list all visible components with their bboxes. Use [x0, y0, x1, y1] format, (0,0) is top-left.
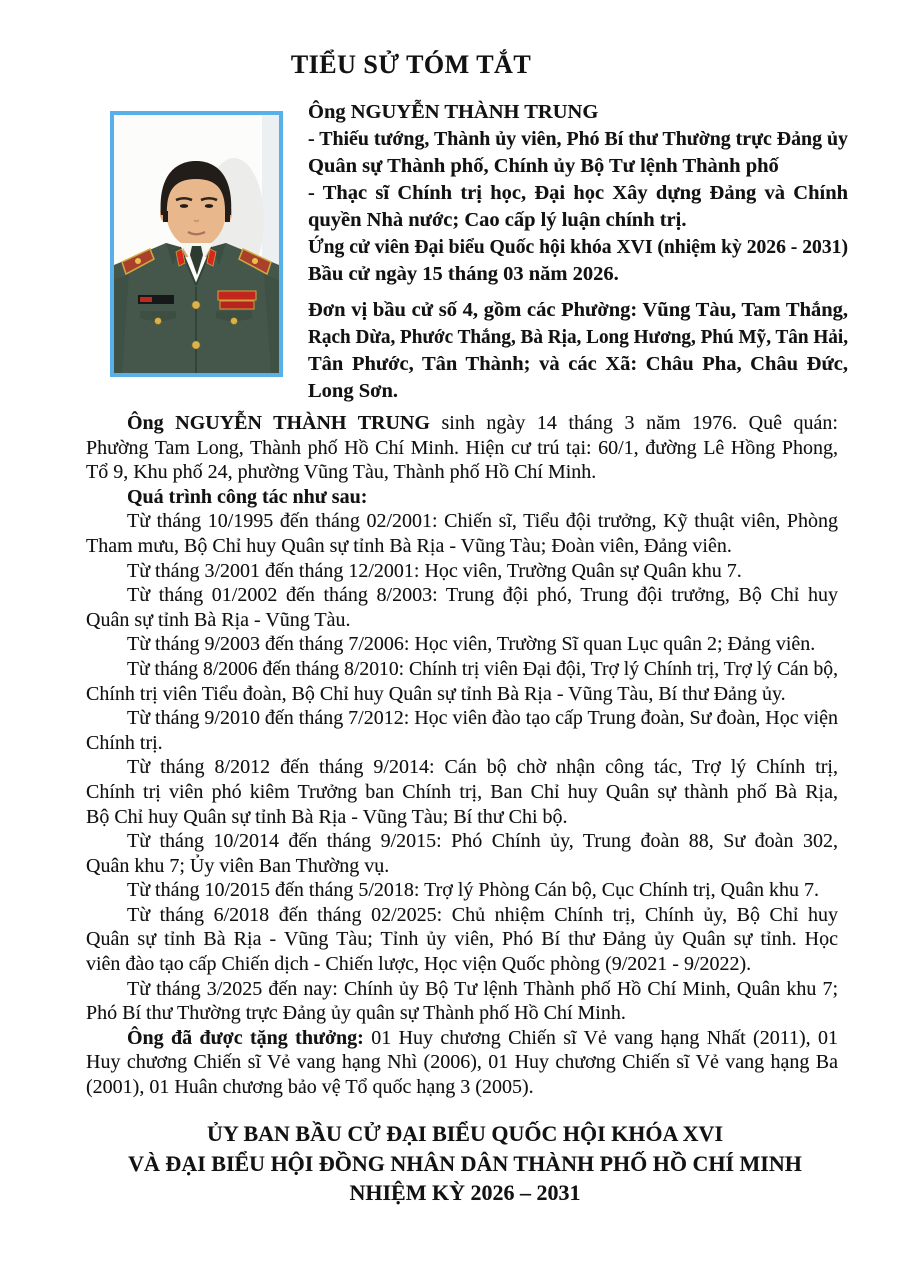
- text-line: [308, 261, 848, 288]
- text-line: [308, 207, 848, 234]
- text-line: [86, 805, 838, 830]
- text-line: [86, 657, 838, 682]
- text-line-content: NHIỆM KỲ 2026 – 2031: [349, 1180, 581, 1205]
- text-line: [308, 378, 848, 405]
- text-line-content: Bộ Chỉ huy Quân sự tỉnh Bà Rịa - Vũng Tàu; Bí thư Chi bộ.: [86, 805, 568, 828]
- text-line-content: Ứng cử viên Đại biểu Quốc hội khóa XVI (nhiệm kỳ 2026 - 2031): [308, 236, 848, 258]
- text-line: [308, 153, 848, 180]
- text-line-content: Quân khu 7; Ủy viên Ban Thường vụ.: [86, 854, 390, 877]
- biography-body-text: [86, 411, 838, 1100]
- text-line: [86, 608, 838, 633]
- portrait-illustration: [114, 115, 279, 373]
- text-line: [33, 1149, 897, 1179]
- text-line: [308, 234, 848, 261]
- text-line: [86, 829, 838, 854]
- text-line: [86, 952, 838, 977]
- text-line-content: Từ tháng 10/1995 đến tháng 02/2001: Chiến sĩ, Tiểu đội trưởng, Kỹ thuật viên, Phòng: [127, 510, 838, 533]
- text-line-content: Ông NGUYỄN THÀNH TRUNG sinh ngày 14 tháng 3 năm 1976. Quê quán:: [127, 412, 838, 434]
- text-line-content: VÀ ĐẠI BIỂU HỘI ĐỒNG NHÂN DÂN THÀNH PHỐ HỒ CHÍ MINH: [128, 1150, 802, 1176]
- text-line-content: Từ tháng 6/2018 đến tháng 02/2025: Chủ nhiệm Chính trị, Chính ủy, Bộ Chỉ huy: [127, 903, 838, 926]
- text-line-content: Long Sơn.: [308, 380, 398, 402]
- text-line: [86, 1026, 838, 1051]
- text-line: [86, 411, 838, 436]
- text-line: [308, 297, 848, 324]
- text-line-content: Rạch Dừa, Phước Thắng, Bà Rịa, Long Hương, Phú Mỹ, Tân Hải,: [308, 326, 848, 348]
- text-line: [86, 682, 838, 707]
- text-line: [86, 436, 838, 461]
- text-line: [33, 1119, 897, 1149]
- text-line: [86, 1050, 838, 1075]
- text-line-content: Ông NGUYỄN THÀNH TRUNG: [308, 101, 599, 123]
- text-line-content: Từ tháng 10/2015 đến tháng 5/2018: Trợ lý Phòng Cán bộ, Cục Chính trị, Quân khu 7.: [127, 879, 819, 902]
- text-line: [308, 99, 848, 126]
- text-line-content: Từ tháng 01/2002 đến tháng 8/2003: Trung đội phó, Trung đội trưởng, Bộ Chỉ huy: [127, 584, 838, 607]
- text-line-content: Tân Phước, Tân Thành; và các Xã: Châu Pha, Châu Đức,: [308, 353, 848, 375]
- text-line: [86, 1001, 838, 1026]
- text-line-content: Chính trị viên phó kiêm Trưởng ban Chính trị, Ban Chỉ huy Quân sự thành phố Bà Rịa,: [86, 780, 838, 803]
- text-line-content: Phó Bí thư Thường trực Đảng ủy quân sự Thành phố Hồ Chí Minh.: [86, 1002, 626, 1025]
- text-line-content: Quá trình công tác như sau:: [127, 485, 368, 508]
- text-line-content: Quân sự Thành phố, Chính ủy Bộ Tư lệnh Thành phố: [308, 155, 779, 177]
- text-line-content: Từ tháng 9/2010 đến tháng 7/2012: Học viên đào tạo cấp Trung đoàn, Sư đoàn, Học viện: [127, 707, 838, 730]
- text-line-content: Từ tháng 8/2012 đến tháng 9/2014: Cán bộ chờ nhận công tác, Trợ lý Chính trị,: [127, 756, 838, 779]
- text-line-content: Chính trị viên Tiểu đoàn, Bộ Chỉ huy Quân sự tỉnh Bà Rịa - Vũng Tàu, Bí thư Đảng ủy.: [86, 682, 786, 705]
- text-line-content: Đơn vị bầu cử số 4, gồm các Phường: Vũng Tàu, Tam Thắng,: [308, 299, 848, 321]
- text-line: [86, 559, 838, 584]
- portrait-uniform: [114, 243, 279, 373]
- text-line: [33, 1178, 897, 1208]
- text-line: [86, 977, 838, 1002]
- text-line: [86, 534, 838, 559]
- text-line: [308, 180, 848, 207]
- text-line: [86, 731, 838, 756]
- text-line-content: Ông đã được tặng thưởng: 01 Huy chương Chiến sĩ Vẻ vang hạng Nhất (2011), 01: [127, 1026, 838, 1049]
- page-title: TIỂU SỬ TÓM TẮT: [290, 50, 532, 79]
- text-line: [86, 780, 838, 805]
- election-committee-footer: [33, 1119, 897, 1208]
- text-line: [86, 903, 838, 928]
- text-line: [308, 126, 848, 153]
- candidate-header-text: [308, 99, 848, 405]
- text-line: [86, 706, 838, 731]
- text-line: [86, 460, 838, 485]
- text-line: [86, 878, 838, 903]
- text-line-content: Tham mưu, Bộ Chỉ huy Quân sự tỉnh Bà Rịa - Vũng Tàu; Đoàn viên, Đảng viên.: [86, 534, 732, 557]
- text-line: [86, 927, 838, 952]
- text-line: [86, 854, 838, 879]
- text-line-content: - Thiếu tướng, Thành ủy viên, Phó Bí thư Thường trực Đảng ủy: [308, 128, 848, 150]
- candidate-photo: [110, 111, 283, 377]
- text-line-content: quyền Nhà nước; Cao cấp lý luận chính trị.: [308, 209, 687, 231]
- text-line-content: Phường Tam Long, Thành phố Hồ Chí Minh. Hiện cư trú tại: 60/1, đường Lê Hồng Phong,: [86, 436, 838, 459]
- text-line-content: Từ tháng 8/2006 đến tháng 8/2010: Chính trị viên Đại đội, Trợ lý Chính trị, Trợ lý Cán bộ,: [127, 657, 838, 680]
- text-line-content: Huy chương Chiến sĩ Vẻ vang hạng Nhì (2006), 01 Huy chương Chiến sĩ Vẻ vang hạng Ba: [86, 1051, 838, 1074]
- text-line: [308, 351, 848, 378]
- text-line: [86, 583, 838, 608]
- text-line-content: Từ tháng 3/2001 đến tháng 12/2001: Học viên, Trường Quân sự Quân khu 7.: [127, 559, 742, 582]
- text-line-content: (2001), 01 Huân chương bảo vệ Tổ quốc hạng 3 (2005).: [86, 1076, 534, 1099]
- text-line: [86, 632, 838, 657]
- text-line-content: viên đào tạo cấp Chiến dịch - Chiến lược, Học viện Quốc phòng (9/2021 - 9/2022).: [86, 953, 752, 976]
- text-line-content: Từ tháng 10/2014 đến tháng 9/2015: Phó Chính ủy, Trung đoàn 88, Sư đoàn 302,: [127, 830, 838, 853]
- text-line-content: Từ tháng 3/2025 đến nay: Chính ủy Bộ Tư lệnh Thành phố Hồ Chí Minh, Quân khu 7;: [127, 977, 838, 1000]
- text-line: [86, 1075, 838, 1100]
- text-line-content: Bầu cử ngày 15 tháng 03 năm 2026.: [308, 263, 619, 285]
- text-line-content: Quân sự tỉnh Bà Rịa - Vũng Tàu.: [86, 608, 351, 631]
- text-line-content: Quân sự tỉnh Bà Rịa - Vũng Tàu; Tỉnh ủy viên, Phó Bí thư Đảng ủy Quân sự tỉnh. Học: [86, 928, 838, 951]
- text-line-content: - Thạc sĩ Chính trị học, Đại học Xây dựng Đảng và Chính: [308, 182, 848, 204]
- text-line-content: Từ tháng 9/2003 đến tháng 7/2006: Học viên, Trường Sĩ quan Lục quân 2; Đảng viên.: [127, 633, 816, 656]
- text-line: [86, 509, 838, 534]
- text-line-content: Chính trị.: [86, 731, 163, 754]
- text-line: [86, 485, 838, 510]
- text-line: [86, 755, 838, 780]
- text-line-content: Tổ 9, Khu phố 24, phường Vũng Tàu, Thành phố Hồ Chí Minh.: [86, 461, 597, 484]
- text-line-content: ỦY BAN BẦU CỬ ĐẠI BIỂU QUỐC HỘI KHÓA XVI: [206, 1121, 724, 1146]
- text-line: [308, 324, 848, 351]
